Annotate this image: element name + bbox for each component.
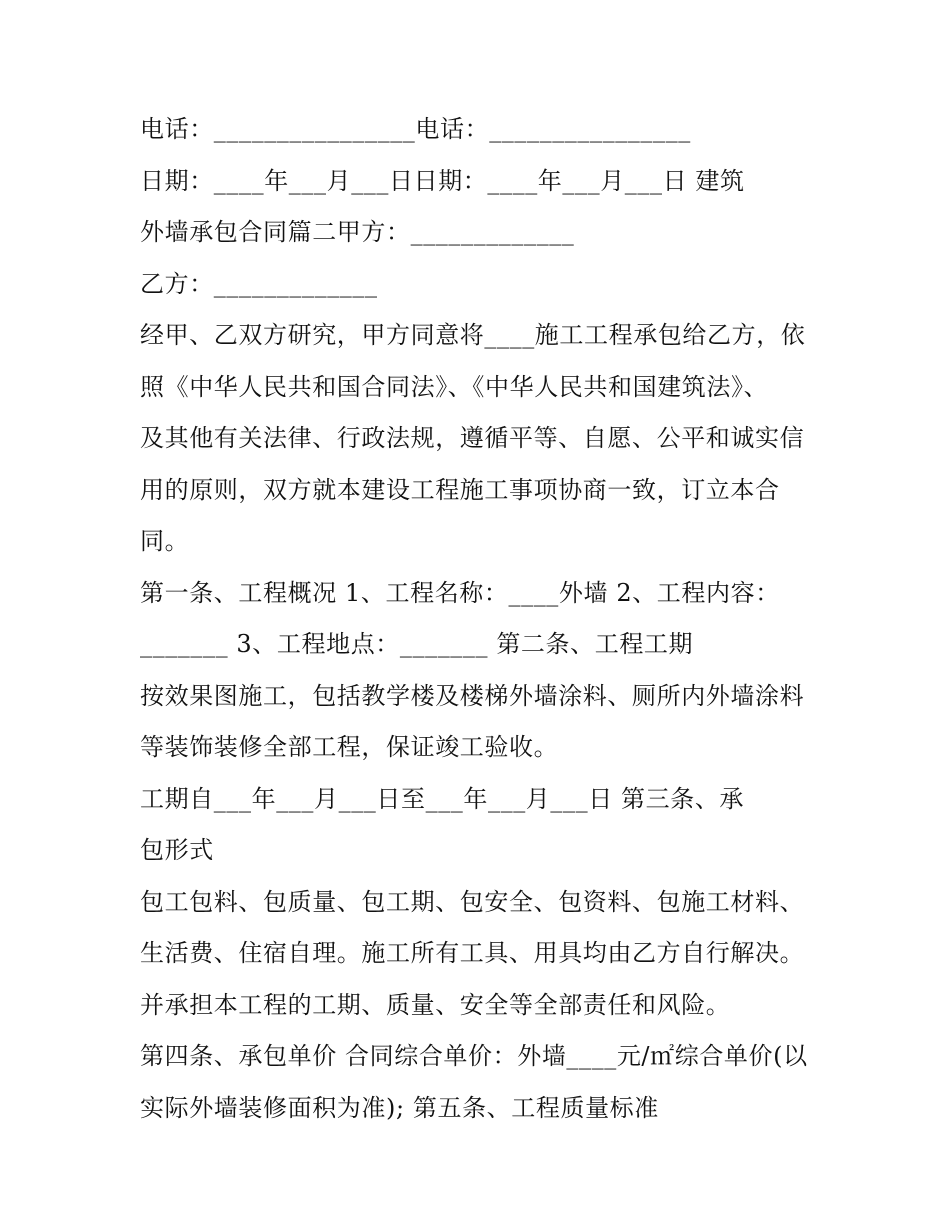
line-contract-title-party-a: 外墙承包合同篇二甲方：_____________ bbox=[140, 218, 575, 246]
line-date: 日期：____年___月___日日期：____年___月___日 建筑 bbox=[140, 166, 745, 195]
line-preamble-2: 照《中华人民共和国合同法》、《中华人民共和国建筑法》、 bbox=[140, 372, 769, 401]
line-article-3-3: 并承担本工程的工期、质量、安全等全部责任和风险。 bbox=[140, 990, 731, 1019]
line-article-4-cont: 实际外墙装修面积为准); 第五条、工程质量标准 bbox=[140, 1093, 659, 1122]
line-scope-2: 等装饰装修全部工程，保证竣工验收。 bbox=[140, 733, 559, 761]
line-preamble-5: 同。 bbox=[140, 527, 190, 555]
line-article-3-1: 包工包料、包质量、包工期、包安全、包资料、包施工材料、 bbox=[140, 887, 805, 916]
line-party-b: 乙方：_____________ bbox=[140, 269, 378, 298]
document-page bbox=[140, 104, 820, 1134]
line-scope-1: 按效果图施工，包括教学楼及楼梯外墙涂料、厕所内外墙涂料 bbox=[140, 681, 805, 710]
line-article-3-2: 生活费、住宿自理。施工所有工具、用具均由乙方自行解决。 bbox=[140, 939, 805, 967]
line-article-1: 第一条、工程概况 1、工程名称：____外墙 2、工程内容： bbox=[140, 578, 780, 607]
line-preamble-3: 及其他有关法律、行政法规，遵循平等、自愿、公平和诚实信 bbox=[140, 424, 805, 452]
line-article-3-title: 包形式 bbox=[140, 836, 214, 864]
line-preamble-1: 经甲、乙双方研究，甲方同意将____施工工程承包给乙方，依 bbox=[140, 321, 806, 349]
line-article-4: 第四条、承包单价 合同综合单价：外墙____元/㎡综合单价(以 bbox=[140, 1042, 808, 1070]
line-phone: 电话：________________电话：________________ bbox=[140, 115, 691, 143]
line-schedule: 工期自___年___月___日至___年___月___日 第三条、承 bbox=[140, 784, 745, 813]
line-preamble-4: 用的原则，双方就本建设工程施工事项协商一致，订立本合 bbox=[140, 475, 780, 504]
line-article-1-cont: _______ 3、工程地点：_______ 第二条、工程工期 bbox=[140, 630, 694, 658]
